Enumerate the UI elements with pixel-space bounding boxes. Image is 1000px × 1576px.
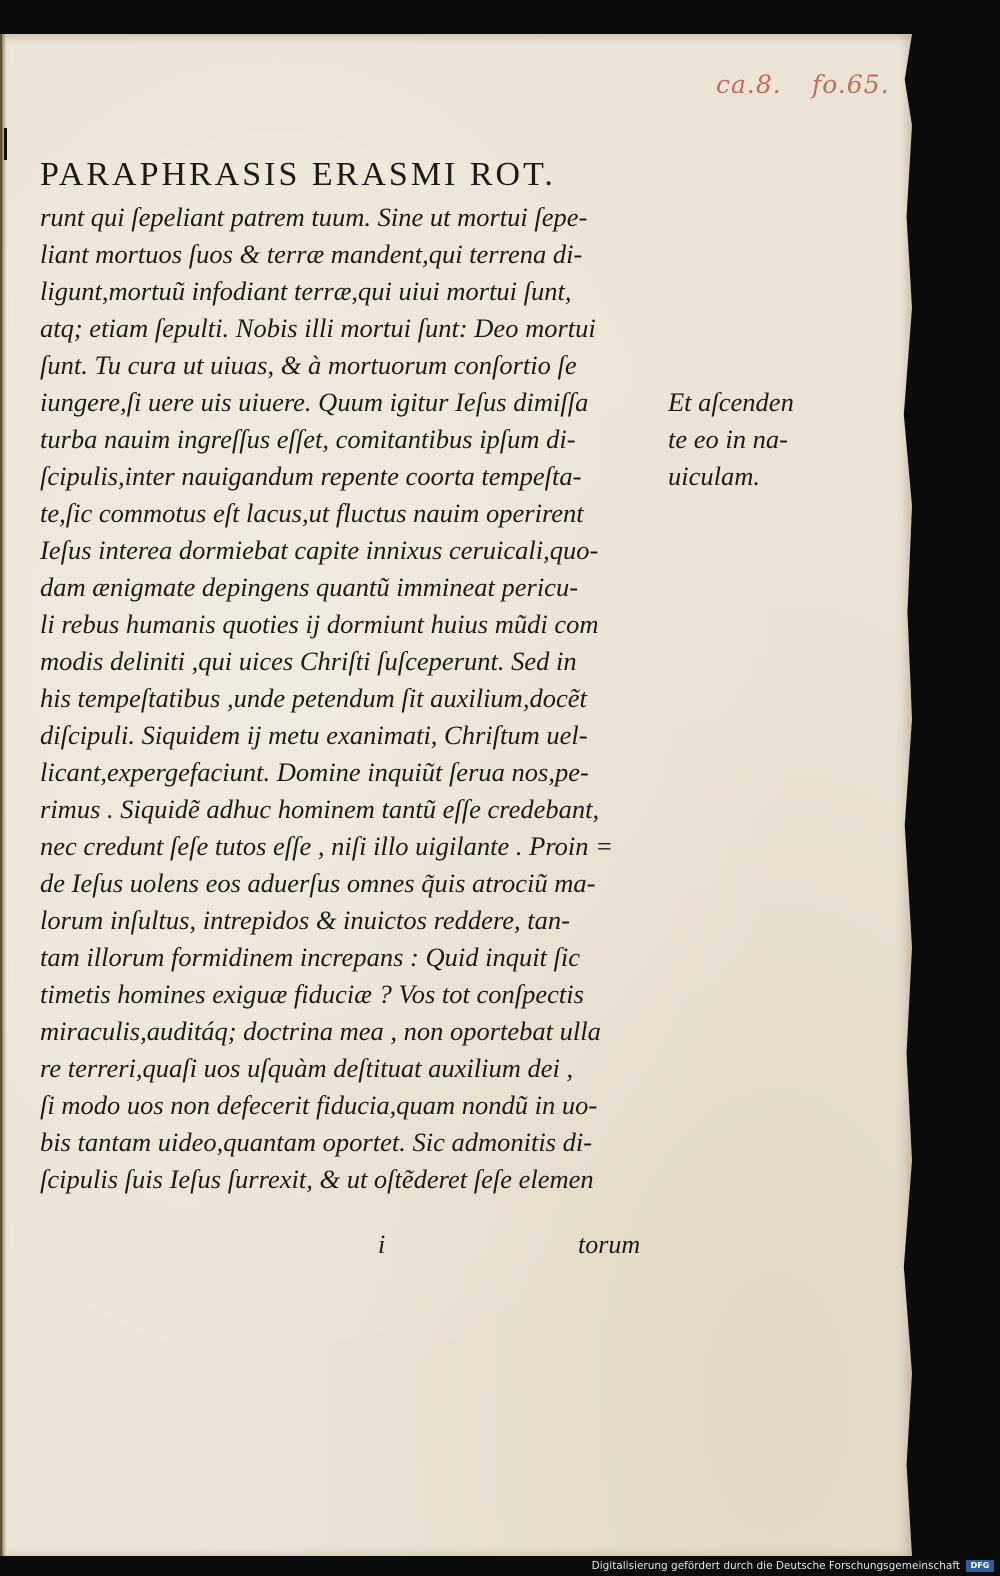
- text-line: ſi modo uos non defecerit fiducia,quam nondũ in uo-: [40, 1090, 598, 1120]
- signature-mark: i: [378, 1230, 386, 1259]
- page-gutter-shadow: [0, 34, 6, 1556]
- margin-note-line: uiculam.: [668, 461, 760, 491]
- text-line: runt qui ſepeliant patrem tuum. Sine ut mortui ſepe-: [40, 202, 588, 232]
- text-line: ſcipulis,inter nauigandum repente coorta tempeſta-: [40, 461, 582, 491]
- text-line: atq; etiam ſepulti. Nobis illi mortui ſunt: Deo mortui: [40, 313, 596, 343]
- dfg-logo: DFG: [966, 1560, 994, 1572]
- text-line: re terreri,quaſi uos uſquàm deſtituat auxilium dei ,: [40, 1053, 574, 1083]
- text-line: dam ænigmate depingens quantũ immineat pericu-: [40, 572, 579, 602]
- footer-bar: [0, 1556, 1000, 1576]
- footer-credit: Digitalisierung gefördert durch die Deutsche Forschungsgemeinschaft: [591, 1560, 960, 1572]
- annotation-chapter: ca.8.: [716, 70, 782, 99]
- text-line: miraculis,auditáq; doctrina mea , non oportebat ulla: [40, 1016, 601, 1046]
- text-line: modis deliniti ,qui uices Chriſti ſuſceperunt. Sed in: [40, 646, 577, 676]
- binding-mark: [4, 128, 7, 160]
- margin-note-line: te eo in na-: [668, 424, 788, 454]
- text-line: ſunt. Tu cura ut uiuas, & à mortuorum conſortio ſe: [40, 350, 577, 380]
- text-line: licant,expergefaciunt. Domine inquiũt ſerua nos,pe-: [40, 757, 589, 787]
- text-line: te,ſic commotus eſt lacus,ut fluctus nauim operirent: [40, 498, 584, 528]
- text-line: lorum inſultus, intrepidos & inuictos reddere, tan-: [40, 905, 570, 935]
- text-line: his tempeſtatibus ,unde petendum ſit auxilium,docẽt: [40, 683, 587, 713]
- text-line: liant mortuos ſuos & terræ mandent,qui terrena di-: [40, 239, 583, 269]
- text-line: ligunt,mortuũ infodiant terræ,qui uiui mortui ſunt,: [40, 276, 572, 306]
- text-line: timetis homines exiguæ fiduciæ ? Vos tot conſpectis: [40, 979, 584, 1009]
- text-line: ſcipulis ſuis Ieſus ſurrexit, & ut oſtẽderet ſeſe elemen: [40, 1164, 594, 1194]
- annotation-folio: fo.65.: [812, 70, 890, 99]
- text-line: diſcipuli. Siquidem ij metu exanimati, Chriſtum uel-: [40, 720, 588, 750]
- text-line: turba nauim ingreſſus eſſet, comitantibus ipſum di-: [40, 424, 576, 454]
- margin-note-line: Et aſcenden: [668, 387, 794, 417]
- text-line: rimus . Siquidẽ adhuc hominem tantũ eſſe credebant,: [40, 794, 600, 824]
- text-line: bis tantam uideo,quantam oportet. Sic admonitis di-: [40, 1127, 593, 1157]
- text-line: Ieſus interea dormiebat capite innixus ceruicali,quo-: [40, 535, 599, 565]
- text-line: iungere,ſi uere uis uiuere. Quum igitur Ieſus dimiſſa: [40, 387, 589, 417]
- text-line: nec credunt ſeſe tutos eſſe , niſi illo uigilante . Proin =: [40, 831, 614, 861]
- text-line: de Ieſus uolens eos aduerſus omnes q̃uis atrociũ ma-: [40, 868, 596, 898]
- running-head: PARAPHRASIS ERASMI ROT.: [40, 156, 556, 193]
- text-line: tam illorum formidinem increpans : Quid inquit ſic: [40, 942, 581, 972]
- text-line: li rebus humanis quoties ij dormiunt huius mũdi com: [40, 609, 599, 639]
- catchword: torum: [578, 1230, 641, 1259]
